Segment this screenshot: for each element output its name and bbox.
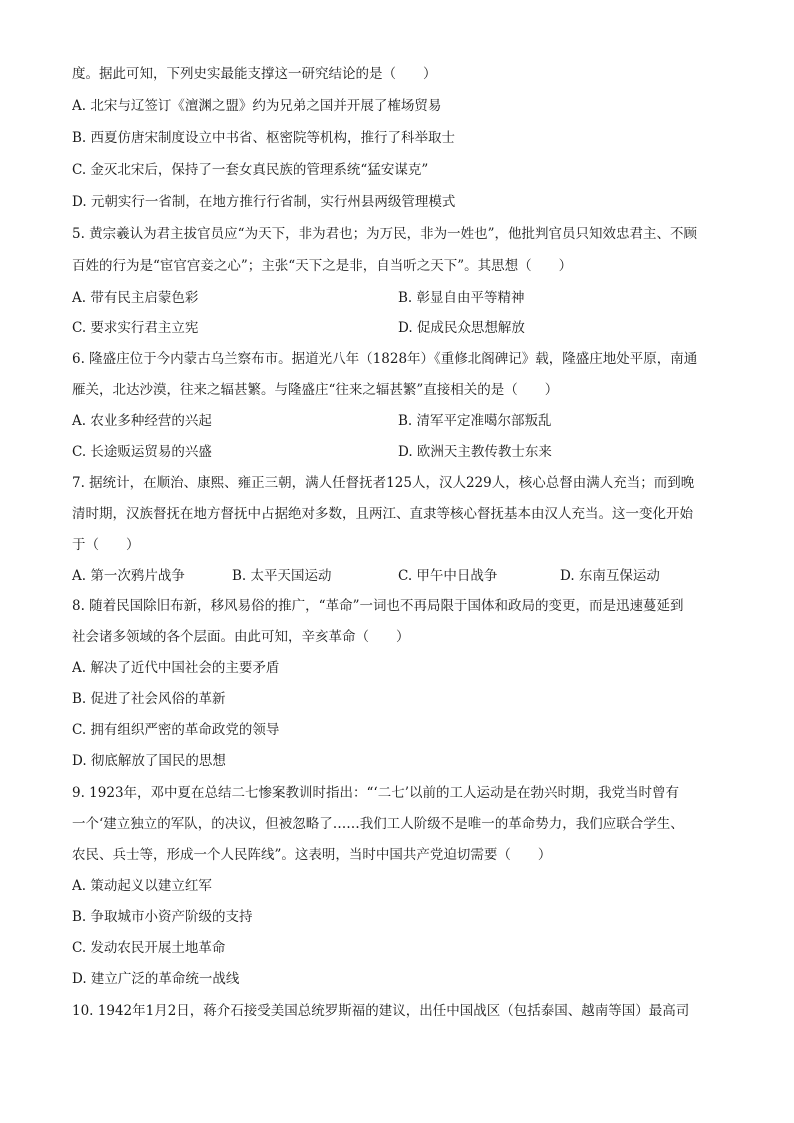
- q9-option-c: C. 发动农民开展土地革命: [72, 940, 226, 956]
- q9-stem-line-3: 农民、兵士等，形成一个人民阵线”。这表明，当时中国共产党迫切需要（ ）: [72, 847, 552, 863]
- q8-option-c: C. 拥有组织严密的革命政党的领导: [72, 722, 280, 738]
- q9-option-d: D. 建立广泛的革命统一战线: [72, 971, 240, 987]
- q6-option-d: D. 欧洲天主教传教士东来: [398, 444, 552, 460]
- q6-option-c: C. 长途贩运贸易的兴盛: [72, 444, 212, 460]
- q9-option-a: A. 策动起义以建立红军: [72, 878, 212, 894]
- q6-option-b: B. 清军平定准噶尔部叛乱: [398, 413, 552, 429]
- q6-option-a: A. 农业多种经营的兴起: [72, 413, 212, 429]
- q9-stem-line-1: 9. 1923年，邓中夏在总结二七惨案教训时指出：“‘二七’以前的工人运动是在勃兴时期，我党当时曾有: [72, 785, 680, 801]
- q5-option-d: D. 促成民众思想解放: [398, 320, 525, 336]
- q5-option-a: A. 带有民主启蒙色彩: [72, 290, 199, 306]
- q5-option-b: B. 彰显自由平等精神: [398, 290, 525, 306]
- q9-stem-line-2: 一个‘建立独立的军队，的决议，但被忽略了……我们工人阶级不是唯一的革命势力，我们应联合学生、: [72, 816, 684, 832]
- q4-stem-tail: 度。据此可知，下列史实最能支撑这一研究结论的是（ ）: [72, 66, 437, 82]
- q4-option-a: A. 北宋与辽签订《澶渊之盟》约为兄弟之国并开展了榷场贸易: [72, 98, 442, 114]
- q7-option-b: B. 太平天国运动: [232, 568, 332, 584]
- q7-stem-line-1: 7. 据统计，在顺治、康熙、雍正三朝，满人任督抚者125人，汉人229人，核心总督由满人充当；而到晚: [72, 475, 695, 491]
- q8-option-d: D. 彻底解放了国民的思想: [72, 753, 226, 769]
- q10-stem-line-1: 10. 1942年1月2日，蒋介石接受美国总统罗斯福的建议，出任中国战区（包括泰国、越南等国）最高司: [72, 1003, 690, 1019]
- q5-option-c: C. 要求实行君主立宪: [72, 320, 199, 336]
- q5-stem-line-1: 5. 黄宗羲认为君主拔官员应“为天下，非为君也；为万民，非为一姓也”，他批判官员只知效忠君主、不顾: [72, 226, 697, 242]
- q7-option-a: A. 第一次鸦片战争: [72, 568, 185, 584]
- q7-option-d: D. 东南互保运动: [560, 568, 660, 584]
- q8-stem-line-2: 社会诸多领域的各个层面。由此可知，辛亥革命（ ）: [72, 629, 410, 645]
- q4-option-c: C. 金灭北宋后，保持了一套女真民族的管理系统“猛安谋克”: [72, 162, 429, 178]
- q8-option-a: A. 解决了近代中国社会的主要矛盾: [72, 660, 280, 676]
- q4-option-b: B. 西夏仿唐宋制度设立中书省、枢密院等机构，推行了科举取士: [72, 130, 456, 146]
- q7-option-c: C. 甲午中日战争: [398, 568, 498, 584]
- q5-stem-line-2: 百姓的行为是“宦官宫妾之心”；主张“天下之是非，自当听之天下”。其思想（ ）: [72, 258, 573, 274]
- q6-stem-line-1: 6. 隆盛庄位于今内蒙古乌兰察布市。据道光八年（1828年）《重修北阁碑记》载，隆盛庄地处平原，南通: [72, 351, 698, 367]
- q7-stem-line-3: 于（ ）: [72, 537, 140, 553]
- q8-option-b: B. 促进了社会风俗的革新: [72, 691, 226, 707]
- q9-option-b: B. 争取城市小资产阶级的支持: [72, 909, 253, 925]
- q6-stem-line-2: 雁关，北达沙漠，往来之辐甚繁。与隆盛庄“往来之辐甚繁”直接相关的是（ ）: [72, 382, 559, 398]
- q7-stem-line-2: 清时期，汉族督抚在地方督抚中占据绝对多数，且两江、直隶等核心督抚基本由汉人充当。这一变化开始: [72, 506, 693, 522]
- q8-stem-line-1: 8. 随着民国除旧布新，移风易俗的推广，“革命”一词也不再局限于国体和政局的变更，而是迅速蔓延到: [72, 598, 684, 614]
- q4-option-d: D. 元朝实行一省制，在地方推行行省制，实行州县两级管理模式: [72, 194, 456, 210]
